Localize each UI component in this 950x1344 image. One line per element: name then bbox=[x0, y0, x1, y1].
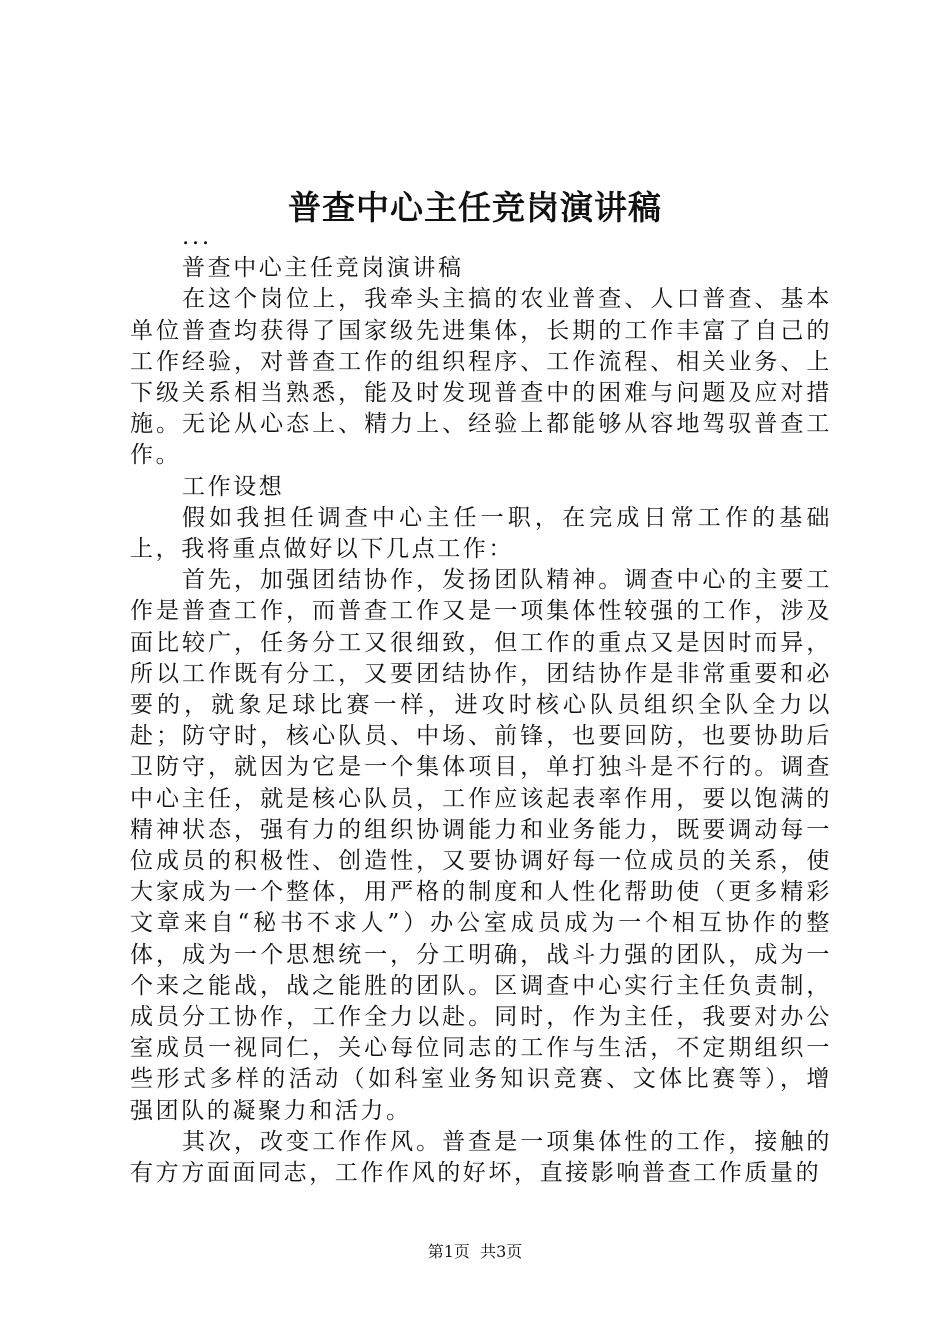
footer-spacer bbox=[470, 1242, 480, 1261]
page-total: 共3页 bbox=[480, 1242, 523, 1261]
paragraph-work-style: 其次，改变工作作风。普查是一项集体性的工作，接触的有方方面面同志，工作作风的好坏，直接影响普查工作质量的 bbox=[130, 1128, 832, 1187]
paragraph-ellipsis: ... bbox=[182, 224, 212, 250]
document-title: 普查中心主任竞岗演讲稿 bbox=[288, 188, 662, 227]
paragraph-heading-plan: 工作设想 bbox=[182, 473, 285, 500]
paragraph-experience: 在这个岗位上，我牵头主搞的农业普查、人口普查、基本单位普查均获得了国家级先进集体，长期的工作丰富了自己的工作经验，对普查工作的组织程序、工作流程、相关业务、上下级关系相当熟悉，能及时发现普查中的困难与问题及应对措施。无论从心态上、精力上、经验上都能够从容地驾驭普查工作。 bbox=[130, 286, 832, 469]
paragraph-teamwork: 首先，加强团结协作，发扬团队精神。调查中心的主要工作是普查工作，而普查工作又是一项集体性较强的工作，涉及面比较广，任务分工又很细致，但工作的重点又是因时而异，所以工作既有分工，又要团结协作，团结协作是非常重要和必要的，就象足球比赛一样，进攻时核心队员组织全队全力以赴；防守时，核心队员、中场、前锋，也要回防，也要协助后卫防守，就因为它是一个集体项目，单打独斗是不行的。调查中心主任，就是核心队员，工作应该起表率作用，要以饱满的精神状态，强有力的组织协调能力和业务能力，既要调动每一位成员的积极性、创造性，又要协调好每一位成员的关系，使大家成为一个整体，用严格的制度和人性化帮助使（更多精彩文章来自“秘书不求人”）办公室成员成为一个相互协作的整体，成为一个思想统一，分工明确，战斗力强的团队，成为一个来之能战，战之能胜的团队。区调查中心实行主任负责制，成员分工协作，工作全力以赴。同时，作为主任，我要对办公室成员一视同仁，关心每位同志的工作与生活，不定期组织一些形式多样的活动（如科室业务知识竞赛、文体比赛等），增强团队的凝聚力和活力。 bbox=[130, 567, 832, 1124]
page-number: 第1页 bbox=[427, 1242, 470, 1261]
paragraph-plan-intro: 假如我担任调查中心主任一职，在完成日常工作的基础上，我将重点做好以下几点工作： bbox=[130, 504, 832, 563]
page-footer bbox=[0, 1240, 950, 1264]
paragraph-subtitle: 普查中心主任竞岗演讲稿 bbox=[182, 255, 464, 282]
document-body bbox=[130, 222, 832, 1189]
